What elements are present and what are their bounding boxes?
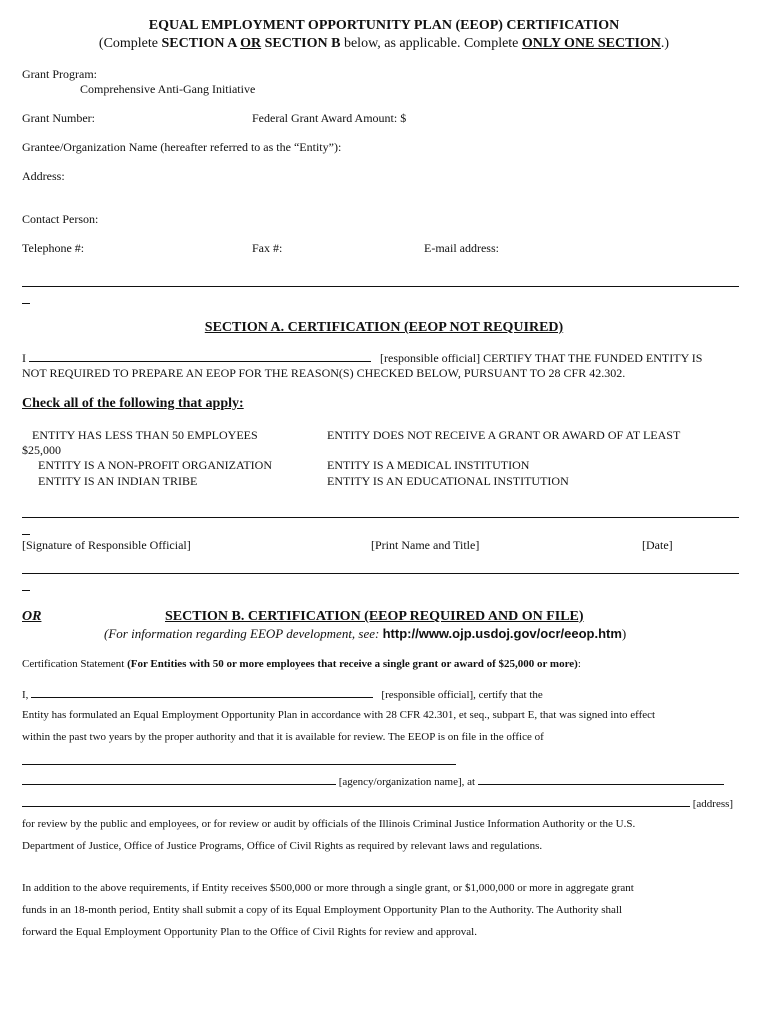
info-prefix: (For information regarding EEOP development, see:	[104, 626, 383, 641]
form-title: EQUAL EMPLOYMENT OPPORTUNITY PLAN (EEOP) CERTIFICATION	[148, 18, 620, 33]
email-label: E-mail address:	[424, 241, 499, 255]
instructions-section-b: SECTION B	[261, 36, 341, 51]
section-a-official-text: [responsible official] CERTIFY THAT THE FUNDED ENTITY IS	[380, 351, 703, 365]
date-label: [Date]	[642, 538, 673, 552]
instructions-or: OR	[240, 36, 262, 51]
section-b-official-text: [responsible official], certify that the	[381, 689, 543, 701]
para3-line2: funds in an 18-month period, Entity shall submit a copy of its Equal Employment Opportunity Plan to the Authority. The Authority shall	[22, 904, 623, 916]
agency-line	[22, 774, 724, 788]
cert-label: Certification Statement	[22, 658, 128, 670]
instructions-section-a: SECTION A	[161, 36, 241, 51]
agency-label: [agency/organization name], at	[338, 776, 476, 788]
divider-line-2-tail	[22, 590, 30, 591]
para2-line1: for review by the public and employees, or for review or audit by officials of the Illinois Criminal Justice Information Authority or the U.S.	[22, 818, 636, 830]
contact-person-label: Contact Person:	[22, 212, 99, 226]
section-b-statement	[22, 687, 543, 701]
address-blank[interactable]	[22, 796, 690, 807]
para3-line1: In addition to the above requirements, if Entity receives $500,000 or more through a single grant, or $1,000,000 or more in aggregate grant	[22, 882, 634, 894]
option-non-profit[interactable]: ENTITY IS A NON-PROFIT ORGANIZATION	[38, 458, 272, 472]
option-no-grant-25000-cont: $25,000	[22, 443, 61, 457]
section-b-i: I,	[22, 689, 29, 701]
entity-name-label: Grantee/Organization Name (hereafter referred to as the “Entity”):	[22, 140, 342, 154]
section-b-info	[104, 626, 626, 642]
award-amount-label: Federal Grant Award Amount: $	[252, 111, 407, 125]
section-a-title: SECTION A. CERTIFICATION (EEOP NOT REQUIRED)	[204, 320, 564, 335]
instructions-part-7: .)	[660, 36, 670, 51]
grant-program-value: Comprehensive Anti-Gang Initiative	[80, 82, 256, 96]
address-line	[22, 796, 733, 810]
info-suffix: )	[621, 626, 627, 641]
para1-line1: Entity has formulated an Equal Employment Opportunity Plan in accordance with 28 CFR 42.301, et seq., subpart E, that was signed into effect	[22, 709, 656, 721]
divider-line	[22, 286, 739, 287]
instructions-part-5: below, as applicable. Complete	[340, 36, 522, 51]
option-less-than-50[interactable]: ENTITY HAS LESS THAN 50 EMPLOYEES	[32, 428, 258, 442]
eeop-link[interactable]: http://www.ojp.usdoj.gov/ocr/eeop.htm	[382, 626, 622, 641]
grant-program-label: Grant Program:	[22, 67, 97, 81]
option-medical[interactable]: ENTITY IS A MEDICAL INSTITUTION	[327, 458, 530, 472]
section-a-statement	[22, 351, 702, 366]
section-a-i: I	[22, 351, 26, 365]
instructions-only-one: ONLY ONE SECTION	[521, 36, 661, 51]
address-label-b: [address]	[692, 798, 734, 810]
grant-number-label: Grant Number:	[22, 111, 95, 125]
agency-blank[interactable]	[22, 774, 336, 785]
section-b-title: SECTION B. CERTIFICATION (EEOP REQUIRED AND ON FILE)	[165, 609, 584, 624]
print-name-label: [Print Name and Title]	[371, 538, 480, 552]
para1-line2: within the past two years by the proper authority and that it is available for review. The EEOP is on file in the office of	[22, 731, 544, 743]
responsible-official-blank[interactable]	[29, 351, 371, 362]
cert-colon: :	[577, 658, 581, 670]
section-a-line2: NOT REQUIRED TO PREPARE AN EEOP FOR THE REASON(S) CHECKED BELOW, PURSUANT TO 28 CFR 42.302.	[22, 366, 626, 380]
option-no-grant-25000[interactable]: ENTITY DOES NOT RECEIVE A GRANT OR AWARD OF AT LEAST	[327, 428, 681, 442]
telephone-label: Telephone #:	[22, 241, 85, 255]
fax-label: Fax #:	[252, 241, 283, 255]
para2-line2: Department of Justice, Office of Justice Programs, Office of Civil Rights as required by relevant laws and regulations.	[22, 840, 543, 852]
signature-line-tail	[22, 534, 30, 535]
option-indian-tribe[interactable]: ENTITY IS AN INDIAN TRIBE	[38, 474, 198, 488]
option-educational[interactable]: ENTITY IS AN EDUCATIONAL INSTITUTION	[327, 474, 569, 488]
form-instructions	[0, 36, 768, 52]
certification-statement	[22, 658, 581, 670]
agency-address-blank[interactable]	[478, 774, 724, 785]
check-heading: Check all of the following that apply:	[22, 396, 244, 411]
divider-line-2	[22, 573, 739, 574]
cert-bold: (For Entities with 50 or more employees that receive a single grant or award of $25,000 or more)	[127, 658, 578, 670]
signature-label: [Signature of Responsible Official]	[22, 538, 191, 552]
address-label: Address:	[22, 169, 65, 183]
office-blank[interactable]	[22, 764, 456, 765]
para3-line3: forward the Equal Employment Opportunity Plan to the Office of Civil Rights for review and approval.	[22, 926, 477, 938]
instructions-part-1: (Complete	[98, 36, 162, 51]
divider-line-tail	[22, 303, 30, 304]
signature-line[interactable]	[22, 517, 739, 518]
section-b-official-blank[interactable]	[31, 687, 373, 698]
or-label: OR	[22, 609, 42, 624]
